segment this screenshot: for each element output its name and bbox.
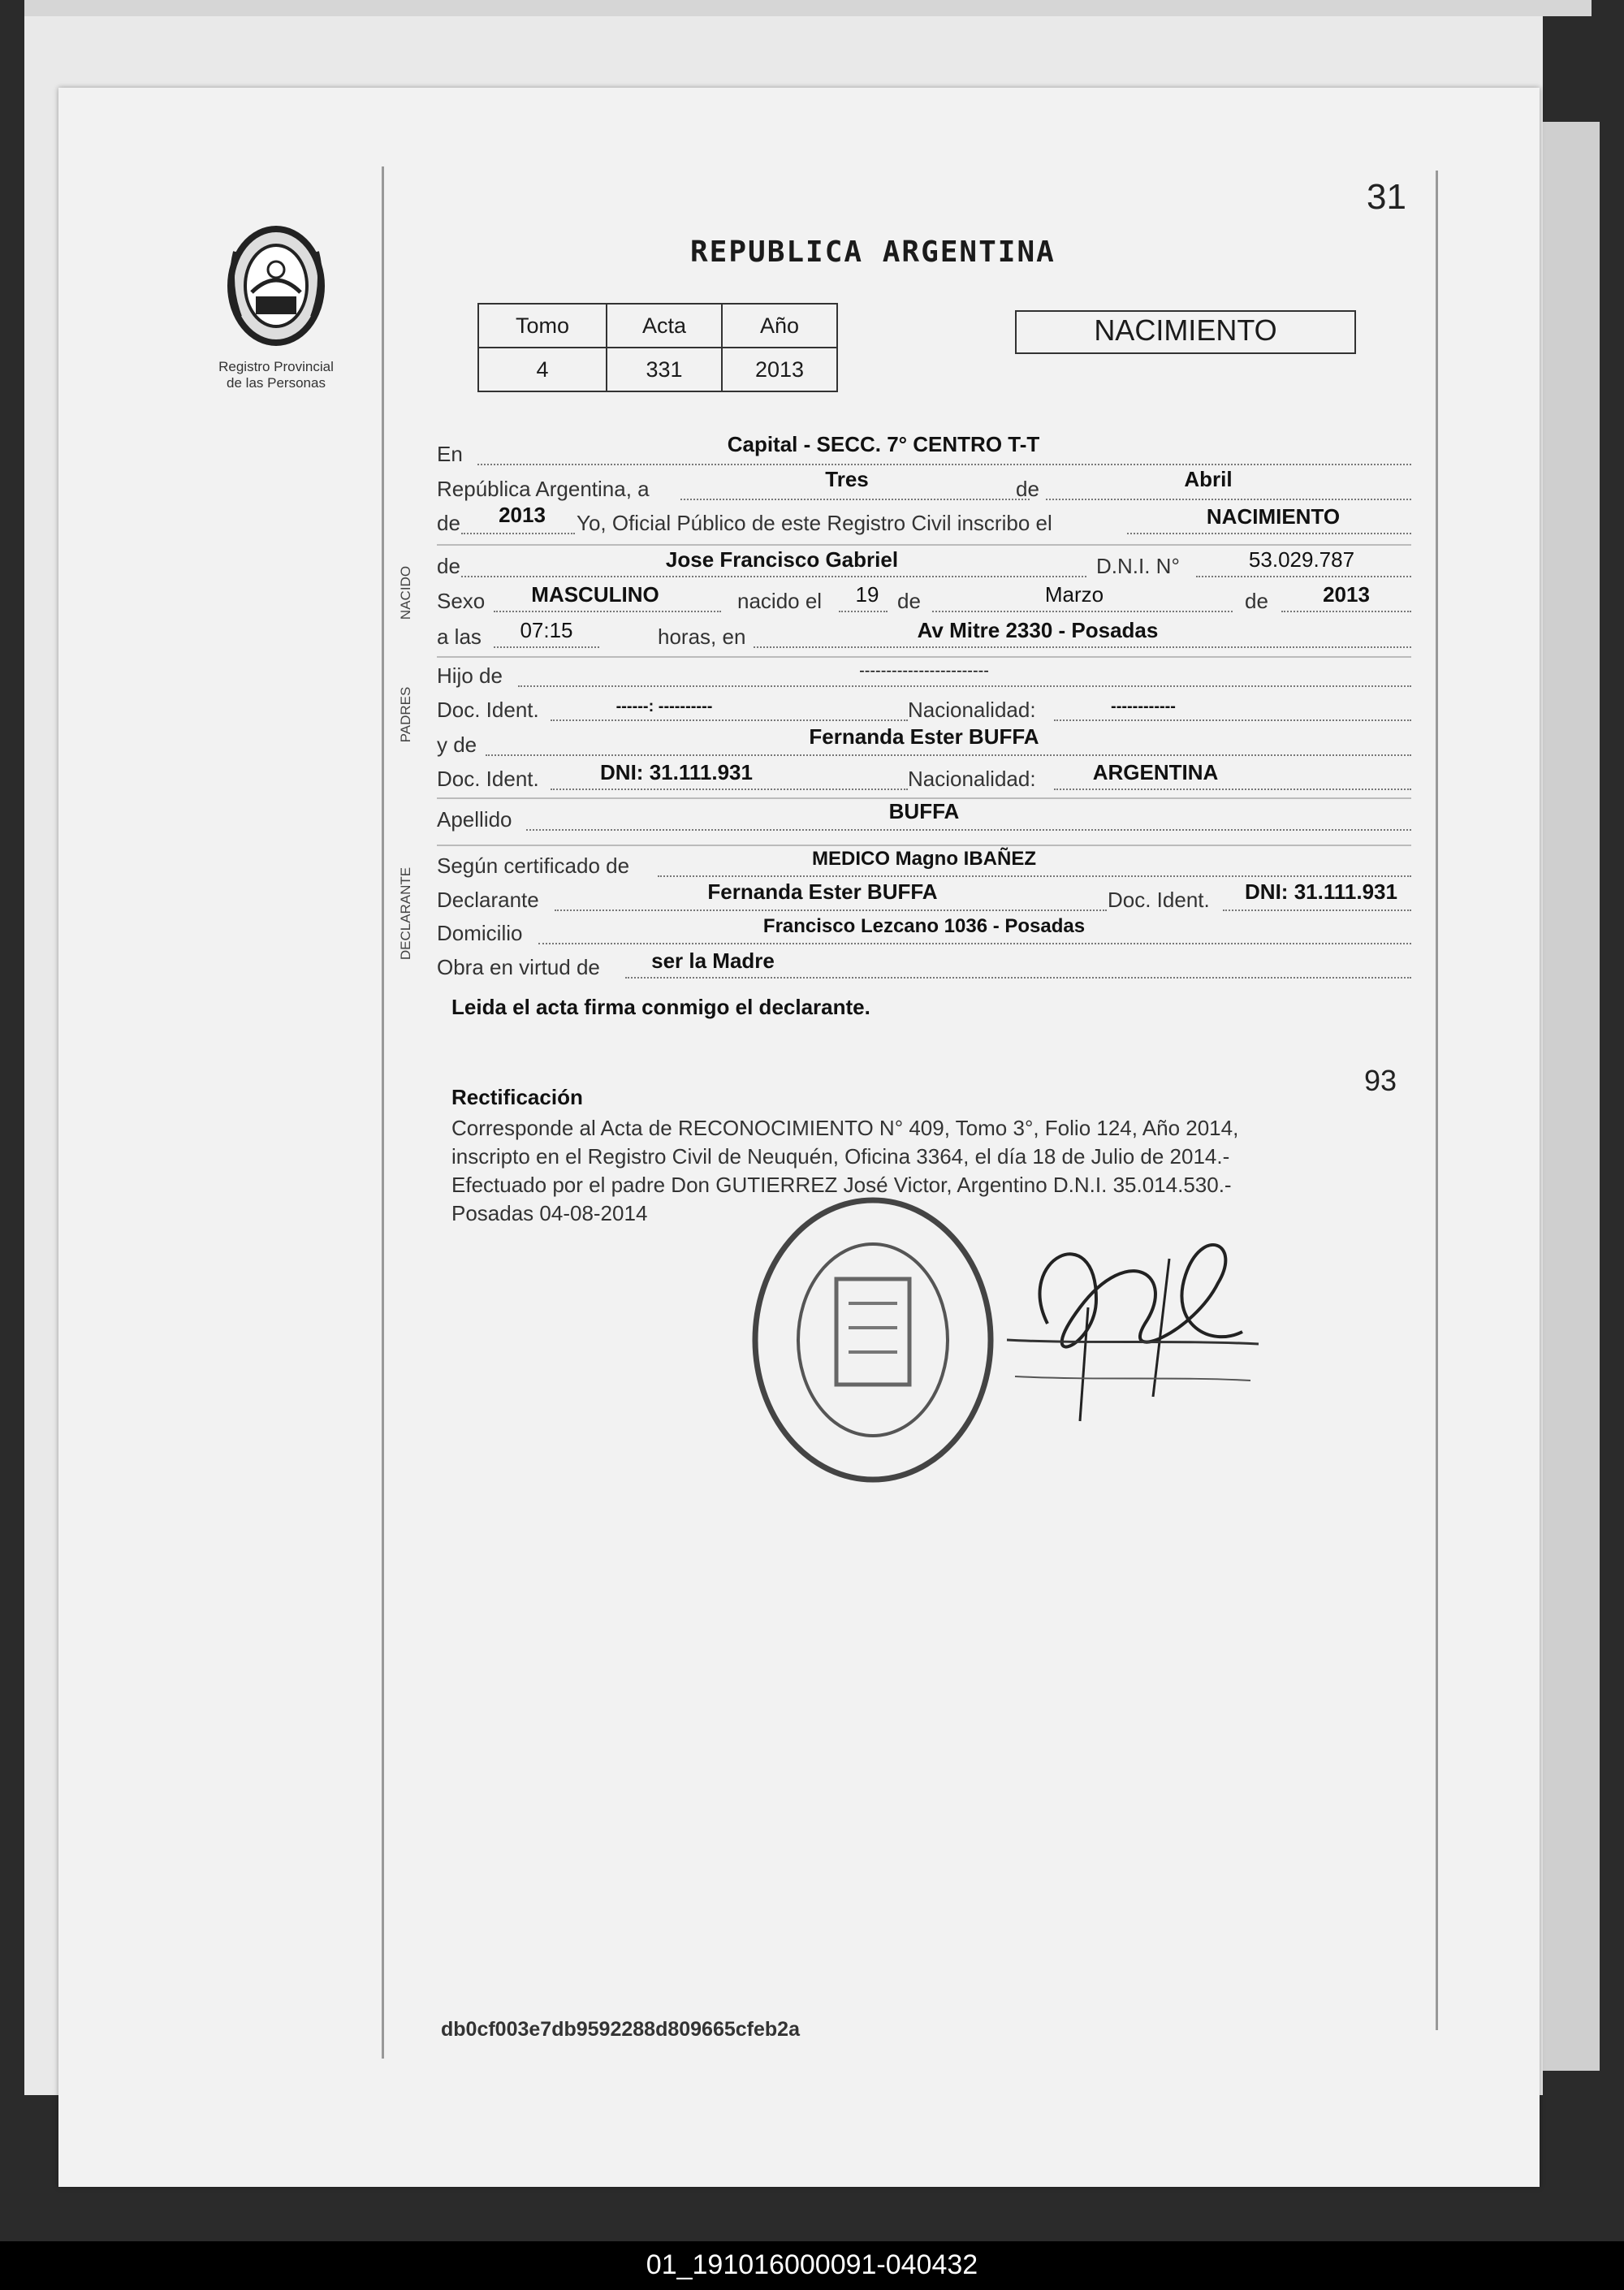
mother-nationality: ARGENTINA bbox=[1092, 760, 1219, 784]
row-apellido bbox=[437, 800, 1411, 836]
row-nacido-sexo bbox=[437, 581, 1411, 617]
dom-value: Francisco Lezcano 1036 - Posadas bbox=[762, 915, 1086, 937]
place-value: Capital - SECC. 7° CENTRO T-T bbox=[727, 432, 1040, 456]
year-text: Yo, Oficial Público de este Registro Civil inscribo el bbox=[577, 511, 1052, 535]
nacido-el-label: nacido el bbox=[737, 589, 823, 613]
side-label-padres: PADRES bbox=[398, 686, 413, 743]
page-stack-edge bbox=[1543, 122, 1600, 2071]
mother-nat-label: Nacionalidad: bbox=[908, 767, 1036, 791]
row-father-doc bbox=[437, 690, 1411, 726]
value-tomo: 4 bbox=[478, 348, 607, 391]
row-nacido-time bbox=[437, 617, 1411, 653]
row-father bbox=[437, 656, 1411, 692]
province-seal-logo bbox=[219, 219, 333, 349]
birth-time: 07:15 bbox=[520, 618, 573, 642]
dotted-line bbox=[477, 464, 1411, 465]
logo-caption-line1: Registro Provincial bbox=[218, 359, 334, 374]
apellido-label: Apellido bbox=[437, 807, 512, 832]
dotted-line bbox=[1196, 576, 1411, 577]
header-tomo: Tomo bbox=[478, 304, 607, 348]
dotted-line bbox=[538, 943, 1411, 944]
dotted-line bbox=[518, 685, 1411, 687]
birth-de-label2: de bbox=[1245, 589, 1268, 613]
cert-value: MEDICO Magno IBAÑEZ bbox=[812, 848, 1036, 870]
nacido-de-label: de bbox=[437, 554, 460, 578]
right-margin-rule bbox=[1436, 171, 1438, 2030]
decl-doc-label: Doc. Ident. bbox=[1108, 888, 1210, 912]
dom-label: Domicilio bbox=[437, 921, 523, 945]
signature bbox=[999, 1210, 1267, 1429]
register-value-row bbox=[478, 348, 837, 391]
row-mother-doc bbox=[437, 759, 1411, 795]
decl-label: Declarante bbox=[437, 888, 539, 912]
dotted-line bbox=[1281, 611, 1411, 612]
page-number: 31 bbox=[1367, 177, 1406, 217]
father-doc-label: Doc. Ident. bbox=[437, 698, 539, 722]
side-label-nacido: NACIDO bbox=[398, 565, 413, 620]
header-acta: Acta bbox=[607, 304, 722, 348]
horas-label: horas, en bbox=[658, 624, 746, 649]
dotted-line bbox=[1054, 789, 1411, 790]
row-place bbox=[437, 434, 1411, 470]
official-stamp bbox=[747, 1194, 999, 1486]
document-hash: db0cf003e7db9592288d809665cfeb2a bbox=[441, 2018, 800, 2041]
birth-day: 19 bbox=[855, 582, 879, 607]
rectification-line: Corresponde al Acta de RECONOCIMIENTO N° 409, Tomo 3°, Folio 124, Año 2014, bbox=[451, 1116, 1239, 1140]
dotted-line bbox=[1223, 910, 1411, 911]
rectification-line: inscripto en el Registro Civil de Neuquén, Oficina 3364, el día 18 de Julio de 2014.- bbox=[451, 1144, 1230, 1169]
value-acta: 331 bbox=[607, 348, 722, 391]
value-anio: 2013 bbox=[722, 348, 837, 391]
paper-edge bbox=[24, 0, 1592, 16]
y-de-label: y de bbox=[437, 732, 477, 757]
row-certificado bbox=[437, 846, 1411, 882]
section-rule bbox=[437, 544, 1411, 546]
birth-month: Marzo bbox=[1044, 582, 1104, 607]
date-de-label: de bbox=[1016, 477, 1039, 501]
rectification-number: 93 bbox=[1364, 1064, 1397, 1097]
birth-year: 2013 bbox=[1323, 582, 1370, 607]
logo-caption bbox=[195, 359, 357, 391]
dotted-line bbox=[1054, 719, 1411, 721]
row-domicilio bbox=[437, 914, 1411, 949]
father-nationality: ------------ bbox=[1111, 698, 1176, 715]
event-value: NACIMIENTO bbox=[1206, 504, 1341, 529]
date-month: Abril bbox=[1184, 467, 1233, 491]
dotted-line bbox=[625, 977, 1411, 979]
left-margin-rule bbox=[382, 166, 384, 2059]
sexo-value: MASCULINO bbox=[531, 582, 659, 607]
row-obra bbox=[437, 948, 1411, 983]
row-year bbox=[437, 503, 1411, 539]
rectification-line: Posadas 04-08-2014 bbox=[451, 1201, 648, 1225]
dotted-line bbox=[555, 910, 1107, 911]
row-nacido-name bbox=[437, 547, 1411, 582]
dotted-line bbox=[839, 611, 888, 612]
row-mother bbox=[437, 725, 1411, 761]
hijo-de-label: Hijo de bbox=[437, 663, 503, 688]
a-las-label: a las bbox=[437, 624, 482, 649]
obra-label: Obra en virtud de bbox=[437, 955, 600, 979]
header-anio: Año bbox=[722, 304, 837, 348]
child-dni: 53.029.787 bbox=[1248, 547, 1355, 572]
dotted-line bbox=[658, 875, 1411, 877]
register-table bbox=[477, 303, 838, 392]
dotted-line bbox=[754, 646, 1411, 648]
dotted-line bbox=[494, 611, 721, 612]
register-header-row bbox=[478, 304, 837, 348]
decl-doc: DNI: 31.111.931 bbox=[1245, 879, 1397, 904]
obra-value: ser la Madre bbox=[651, 948, 775, 973]
mother-doc-label: Doc. Ident. bbox=[437, 767, 539, 791]
mother-doc: DNI: 31.111.931 bbox=[600, 760, 753, 784]
father-doc: ------: ---------- bbox=[615, 698, 713, 715]
dotted-line bbox=[680, 499, 1030, 500]
birth-place: Av Mitre 2330 - Posadas bbox=[917, 618, 1159, 642]
dotted-line bbox=[551, 719, 908, 721]
dotted-line bbox=[494, 646, 599, 648]
dotted-line bbox=[461, 533, 575, 534]
cert-label: Según certificado de bbox=[437, 853, 630, 878]
date-label: República Argentina, a bbox=[437, 477, 650, 501]
date-day: Tres bbox=[825, 467, 869, 491]
dotted-line bbox=[526, 829, 1411, 831]
dotted-line bbox=[1046, 499, 1411, 500]
dotted-line bbox=[1127, 533, 1411, 534]
rectification-line: Efectuado por el padre Don GUTIERREZ José Victor, Argentino D.N.I. 35.014.530.- bbox=[451, 1173, 1232, 1197]
dotted-line bbox=[932, 611, 1233, 612]
dotted-line bbox=[551, 789, 908, 790]
leida-text: Leida el acta firma conmigo el declarante. bbox=[451, 995, 870, 1019]
dotted-line bbox=[486, 754, 1411, 756]
apellido-value: BUFFA bbox=[888, 799, 960, 823]
footer-filename: 01_191016000091-040432 bbox=[646, 2249, 978, 2280]
year-de-label: de bbox=[437, 511, 460, 535]
child-name: Jose Francisco Gabriel bbox=[665, 547, 899, 572]
rectification-title: Rectificación bbox=[451, 1085, 583, 1109]
row-declarante bbox=[437, 880, 1411, 916]
document-title: REPUBLICA ARGENTINA bbox=[690, 235, 1056, 269]
logo-caption-line2: de las Personas bbox=[227, 375, 326, 391]
father-name: ------------------------ bbox=[859, 662, 989, 680]
decl-value: Fernanda Ester BUFFA bbox=[707, 879, 938, 904]
year-value: 2013 bbox=[499, 503, 546, 527]
sexo-label: Sexo bbox=[437, 589, 486, 613]
dotted-line bbox=[461, 576, 1086, 577]
dni-label: D.N.I. N° bbox=[1096, 554, 1180, 578]
place-label: En bbox=[437, 442, 463, 466]
father-nat-label: Nacionalidad: bbox=[908, 698, 1036, 722]
record-type-box: NACIMIENTO bbox=[1015, 310, 1356, 354]
side-label-declarante: DECLARANTE bbox=[398, 866, 413, 961]
mother-name: Fernanda Ester BUFFA bbox=[809, 724, 1039, 749]
birth-de-label: de bbox=[897, 589, 921, 613]
row-date bbox=[437, 469, 1411, 505]
